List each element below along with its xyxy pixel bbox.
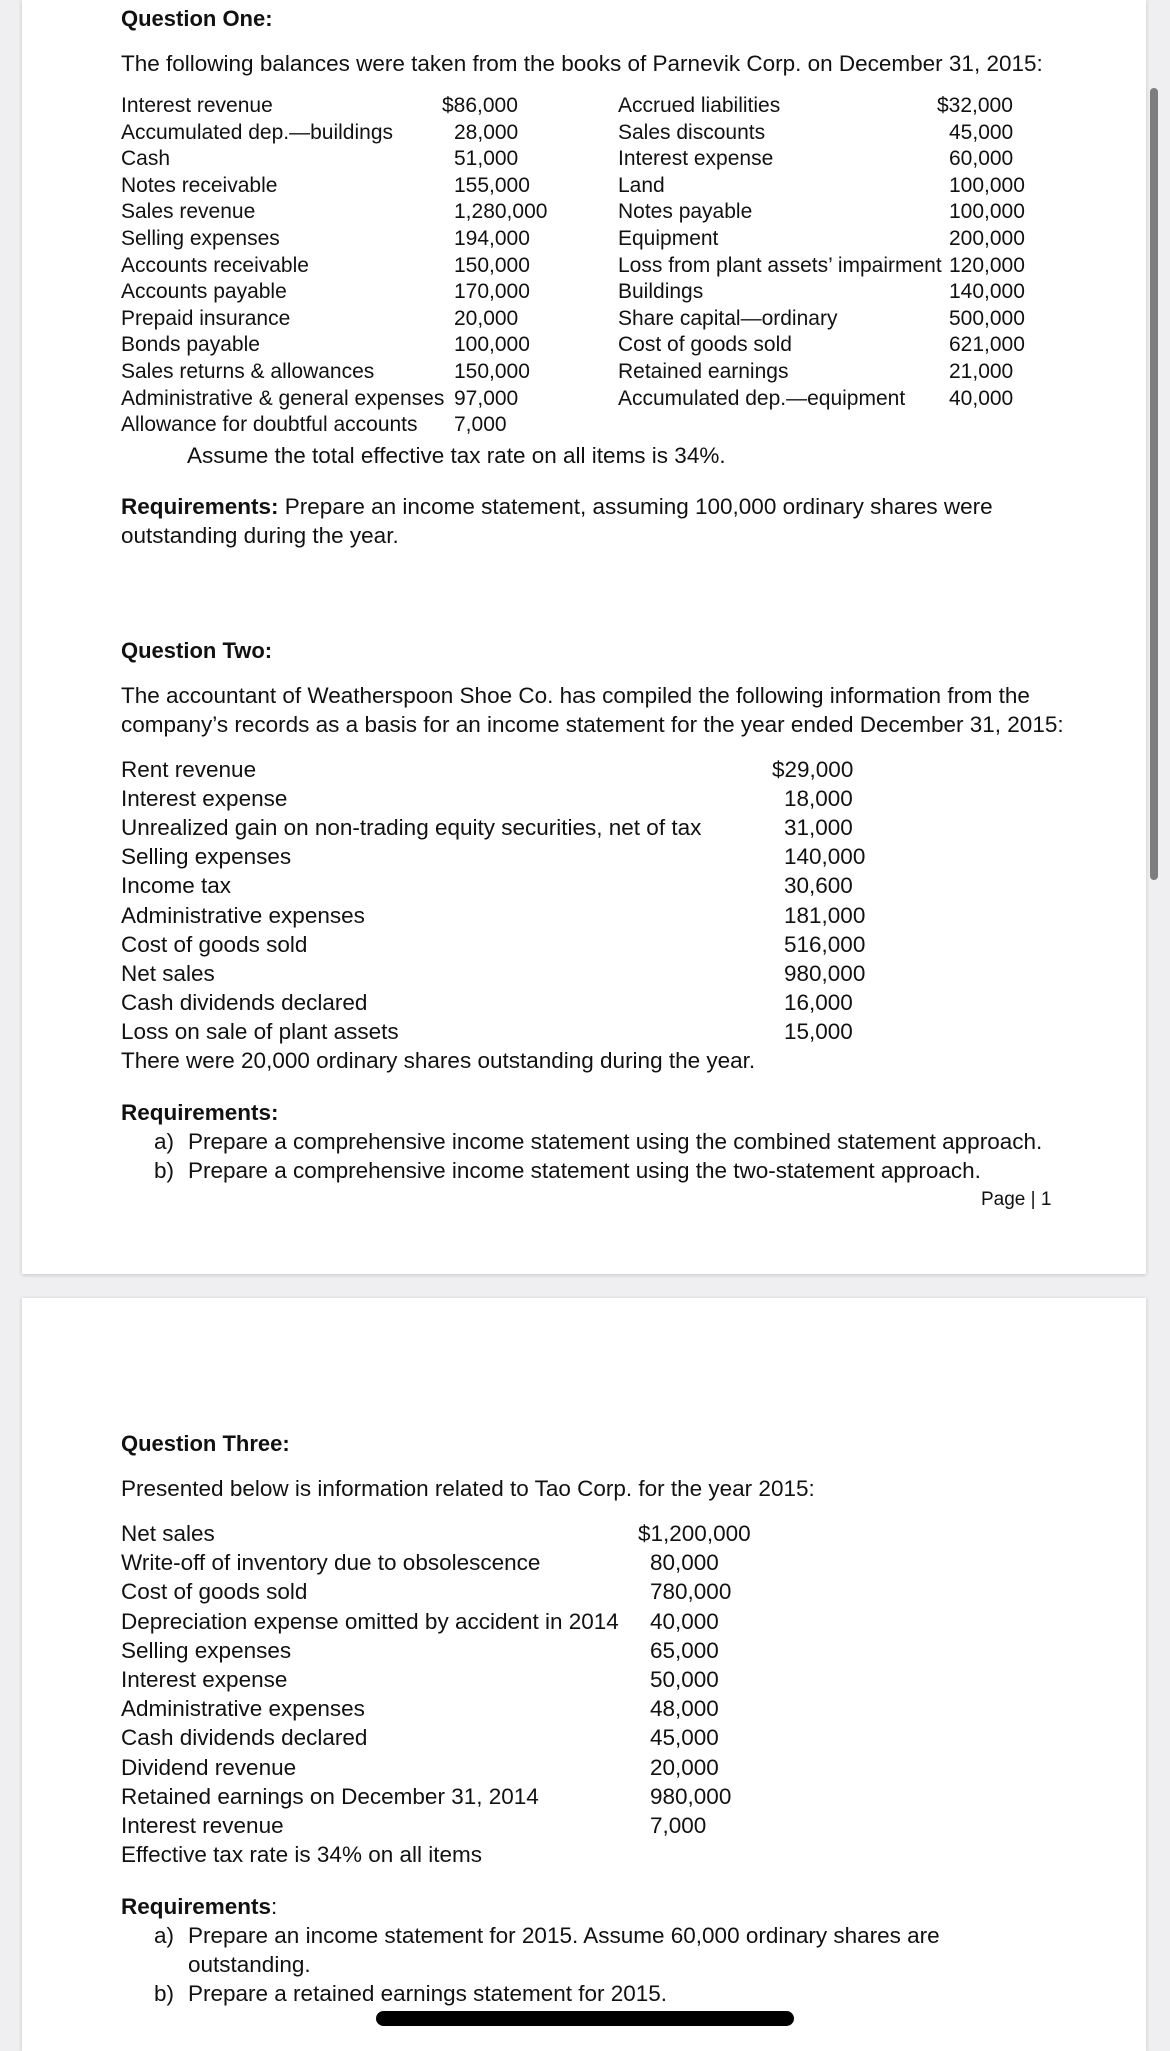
q1-left-row-value: 28,000 — [454, 120, 519, 144]
q1-left-row-label: Accounts receivable — [121, 253, 309, 277]
q1-right-row-label: Notes payable — [618, 200, 753, 224]
q1-left-row-label: Sales revenue — [121, 200, 256, 224]
q1-left-row-value: 7,000 — [454, 413, 507, 437]
q1-left-row-label: Selling expenses — [121, 227, 280, 250]
q3-row-label: Administrative expenses — [121, 1696, 365, 1722]
q1-left-row-value: 97,000 — [454, 386, 519, 410]
q1-right-row-value: 60,000 — [949, 147, 1014, 171]
req-a-marker: a) — [154, 1923, 175, 1948]
q3-row-value: 980,000 — [650, 1783, 732, 1809]
question-one-heading: Question One: — [121, 6, 273, 31]
q2-row-value: 140,000 — [784, 844, 866, 870]
q1-right-row-value: 100,000 — [949, 200, 1025, 224]
requirements-colon: : — [271, 1894, 278, 1919]
question-two-requirements-label: Requirements: — [121, 1100, 279, 1125]
q1-right-row-label: Interest expense — [618, 147, 774, 171]
question-two-intro-line2: company’s records as a basis for an income statement for the year ended December 31, 2015: — [121, 712, 1064, 737]
q1-right-row-label: Buildings — [618, 280, 704, 304]
q2-row-label: Administrative expenses — [121, 902, 365, 928]
q2-row-label: Interest expense — [121, 786, 288, 812]
document-page-1 — [22, 0, 1146, 1274]
req-b-marker: b) — [154, 1981, 175, 2006]
q1-right-row-value: 621,000 — [949, 333, 1025, 357]
q1-left-row-value: 20,000 — [454, 306, 519, 330]
q2-row-label: Unrealized gain on non-trading equity securities, net of tax — [121, 815, 702, 841]
q1-right-row-value: $32,000 — [937, 94, 1013, 117]
q3-row-value: 20,000 — [650, 1754, 719, 1780]
question-two-shares-note: There were 20,000 ordinary shares outstanding during the year. — [121, 1048, 756, 1073]
q3-row-label: Net sales — [121, 1521, 215, 1546]
requirements-label: Requirements — [121, 1894, 272, 1919]
req-b-marker: b) — [154, 1158, 175, 1183]
question-one-requirements-cont: outstanding during the year. — [121, 523, 399, 548]
q1-left-row-label: Allowance for doubtful accounts — [121, 413, 418, 437]
q1-left-row-value: 194,000 — [454, 227, 530, 250]
q2-row-value: 516,000 — [784, 931, 866, 957]
q1-left-row-label: Prepaid insurance — [121, 306, 291, 330]
q1-right-row-value: 140,000 — [949, 280, 1025, 304]
q2-row-value: 30,600 — [784, 873, 853, 899]
q2-row-label: Selling expenses — [121, 844, 292, 870]
q1-right-row-label: Share capital—ordinary — [618, 306, 838, 330]
q1-left-row-value: 170,000 — [454, 280, 530, 304]
q1-right-row-value: 40,000 — [949, 386, 1014, 410]
q1-left-row-label: Administrative & general expenses — [121, 386, 445, 410]
q1-right-row-label: Accumulated dep.—equipment — [618, 386, 906, 410]
q3-row-value: 45,000 — [650, 1725, 719, 1751]
question-three-req-a: Prepare an income statement for 2015. Assume 60,000 ordinary shares are — [188, 1923, 940, 1948]
question-three-tax-note: Effective tax rate is 34% on all items — [121, 1842, 482, 1867]
q3-row-value: 40,000 — [650, 1608, 719, 1634]
q3-row-label: Selling expenses — [121, 1637, 292, 1663]
question-three-requirements-label — [121, 1892, 277, 1921]
q3-row-label: Interest expense — [121, 1667, 288, 1692]
q3-row-value: 80,000 — [650, 1550, 719, 1576]
q3-row-value: $1,200,000 — [638, 1521, 751, 1546]
home-indicator[interactable] — [376, 2011, 794, 2026]
question-two-intro-line1: The accountant of Weatherspoon Shoe Co. has compiled the following information from the — [121, 683, 1030, 708]
q2-row-label: Income tax — [121, 873, 232, 899]
q1-left-row-label: Interest revenue — [121, 94, 273, 117]
document-page-2 — [22, 1298, 1146, 2051]
q3-row-label: Cost of goods sold — [121, 1579, 308, 1605]
q1-left-row-label: Cash — [121, 147, 171, 171]
q2-row-value: 31,000 — [784, 815, 853, 841]
q1-left-row-value: 150,000 — [454, 253, 530, 277]
q3-row-label: Cash dividends declared — [121, 1725, 368, 1751]
q1-right-row-label: Loss from plant assets’ impairment — [618, 253, 942, 277]
q1-right-row-label: Retained earnings — [618, 360, 789, 383]
q2-row-label: Cost of goods sold — [121, 931, 308, 957]
q2-row-value: 18,000 — [784, 786, 853, 812]
q1-right-row-value: 100,000 — [949, 173, 1025, 197]
question-three-req-a-cont: outstanding. — [188, 1952, 311, 1977]
requirements-text: Prepare an income statement, assuming 100,000 ordinary shares were — [278, 494, 993, 519]
q1-left-row-value: 1,280,000 — [454, 200, 548, 224]
q1-left-row-value: $86,000 — [442, 94, 518, 117]
q2-row-label: Net sales — [121, 960, 215, 986]
req-a-marker: a) — [154, 1129, 175, 1154]
q3-row-label: Interest revenue — [121, 1813, 284, 1838]
q3-row-value: 65,000 — [650, 1637, 719, 1663]
q1-left-row-value: 150,000 — [454, 360, 530, 383]
q1-right-row-label: Sales discounts — [618, 120, 766, 144]
question-one-intro: The following balances were taken from the books of Parnevik Corp. on December 31, 2015: — [121, 51, 1043, 76]
q1-left-row-label: Accounts payable — [121, 280, 287, 304]
q1-right-row-label: Accrued liabilities — [618, 94, 781, 117]
q1-right-row-value: 21,000 — [949, 360, 1014, 383]
question-two-req-a: Prepare a comprehensive income statement using the combined statement approach. — [188, 1129, 1043, 1154]
q2-row-value: $29,000 — [772, 757, 854, 782]
q1-right-row-label: Land — [618, 173, 665, 197]
q2-row-value: 980,000 — [784, 960, 866, 986]
question-three-req-b: Prepare a retained earnings statement for 2015. — [188, 1981, 668, 2006]
q3-row-label: Dividend revenue — [121, 1754, 297, 1780]
q1-left-row-value: 100,000 — [454, 333, 530, 357]
question-one-tax-note: Assume the total effective tax rate on all items is 34%. — [187, 443, 726, 468]
vertical-scrollbar[interactable] — [1150, 88, 1158, 880]
q3-row-value: 7,000 — [650, 1813, 707, 1838]
q1-left-row-label: Notes receivable — [121, 173, 278, 197]
q2-row-label: Cash dividends declared — [121, 989, 368, 1015]
question-two-req-b: Prepare a comprehensive income statement using the two-statement approach. — [188, 1158, 981, 1183]
question-two-heading: Question Two: — [121, 638, 273, 663]
q3-row-label: Write-off of inventory due to obsolescence — [121, 1550, 541, 1576]
q1-right-row-value: 45,000 — [949, 120, 1014, 144]
q1-left-row-value: 51,000 — [454, 147, 519, 171]
question-one-requirements — [121, 492, 993, 521]
question-three-intro: Presented below is information related to Tao Corp. for the year 2015: — [121, 1476, 815, 1501]
q2-row-value: 181,000 — [784, 902, 866, 928]
q1-right-row-label: Equipment — [618, 227, 719, 250]
q1-left-row-label: Accumulated dep.—buildings — [121, 120, 393, 144]
q3-row-label: Retained earnings on December 31, 2014 — [121, 1783, 539, 1809]
page-number: Page | 1 — [981, 1189, 1052, 1210]
q3-row-label: Depreciation expense omitted by accident in 2014 — [121, 1608, 619, 1634]
q2-row-label: Loss on sale of plant assets — [121, 1018, 399, 1044]
q1-left-row-value: 155,000 — [454, 173, 530, 197]
q3-row-value: 780,000 — [650, 1579, 732, 1605]
q1-right-row-value: 200,000 — [949, 227, 1025, 250]
q2-row-value: 16,000 — [784, 989, 853, 1015]
q2-row-value: 15,000 — [784, 1018, 853, 1044]
q1-right-row-label: Cost of goods sold — [618, 333, 792, 357]
q2-row-label: Rent revenue — [121, 757, 257, 782]
requirements-label: Requirements: — [121, 494, 279, 519]
q3-row-value: 50,000 — [650, 1667, 719, 1692]
question-three-heading: Question Three: — [121, 1431, 290, 1456]
q1-right-row-value: 500,000 — [949, 306, 1025, 330]
q3-row-value: 48,000 — [650, 1696, 719, 1722]
q1-left-row-label: Bonds payable — [121, 333, 260, 357]
q1-right-row-value: 120,000 — [949, 253, 1025, 277]
q1-left-row-label: Sales returns & allowances — [121, 360, 375, 383]
